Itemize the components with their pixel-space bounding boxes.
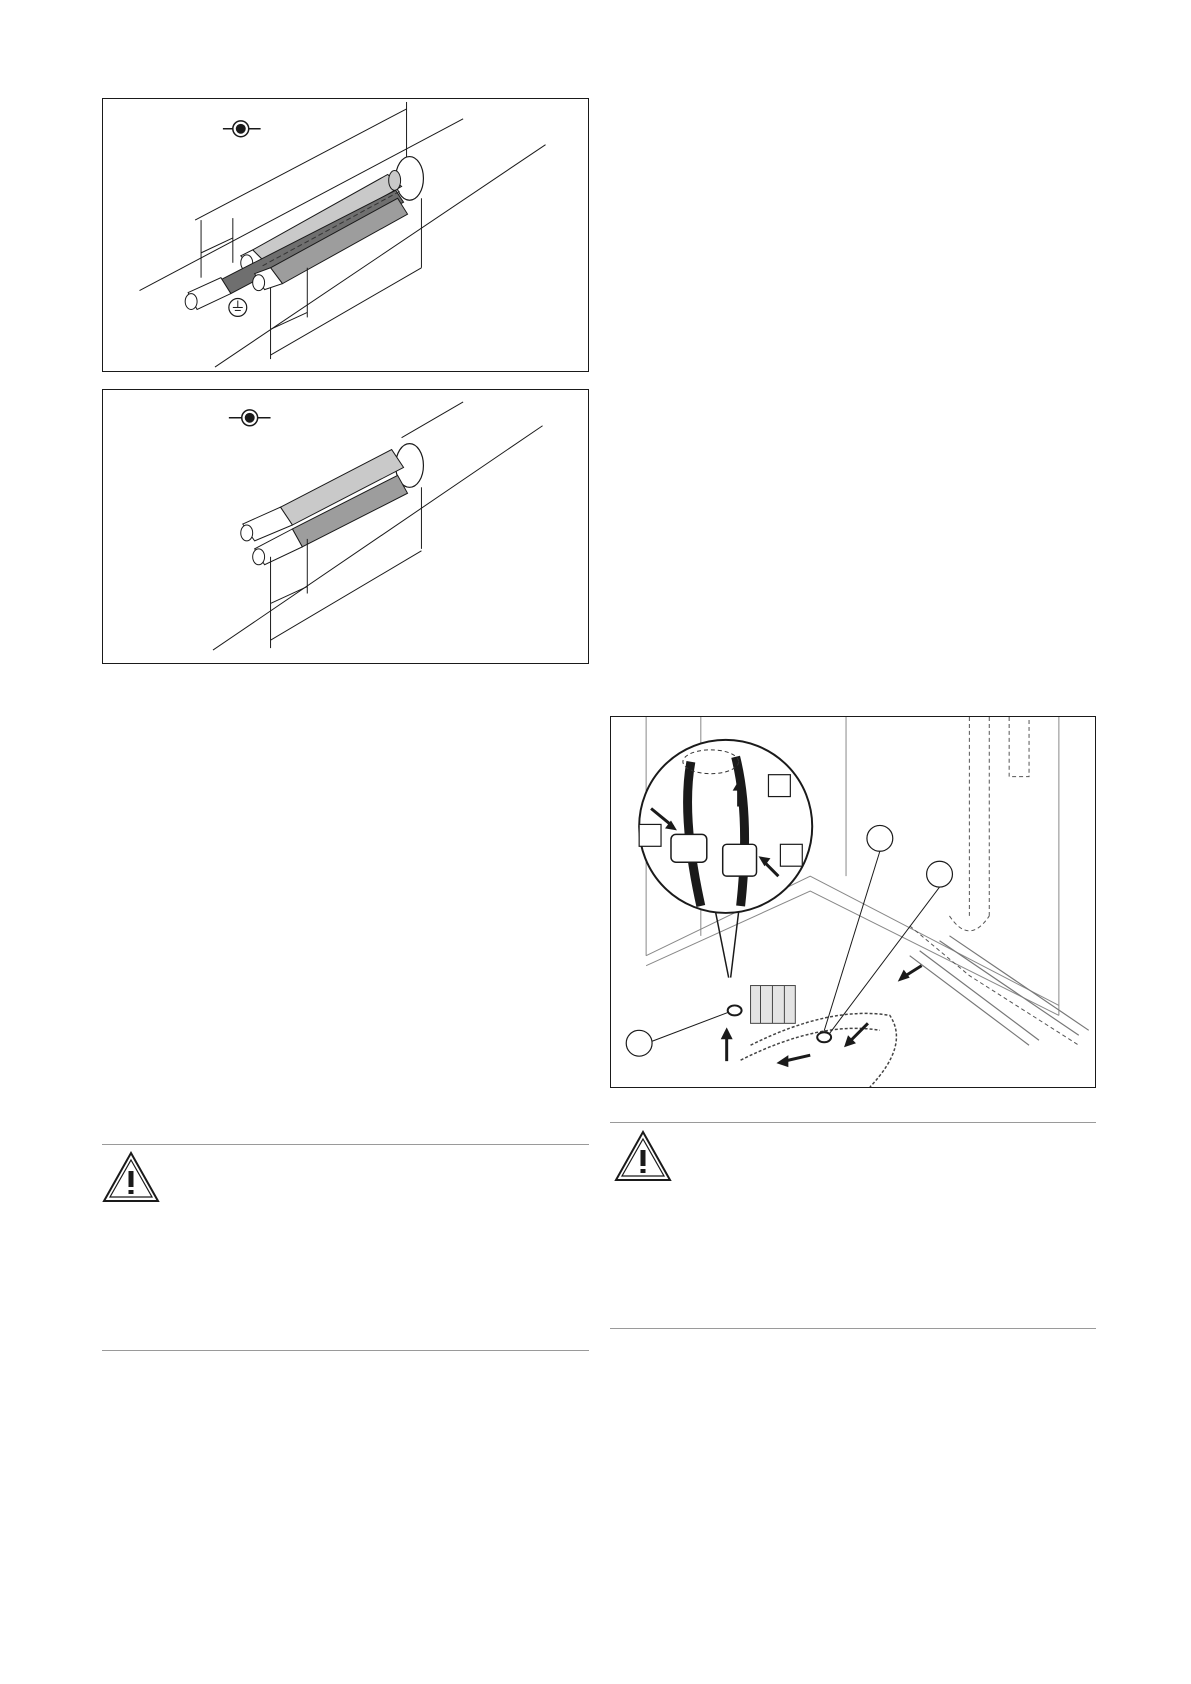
warning-divider-bottom [102,1350,589,1351]
callout-circle [927,861,953,887]
conductor-symbol-icon [223,121,261,137]
cable-stripping-figure-two-core [102,389,589,664]
warning-divider-top [610,1122,1096,1123]
callout-box [780,844,802,866]
conductor-symbol-icon [229,410,271,426]
warning-triangle-icon [614,1130,672,1182]
callout-box [768,775,790,797]
warning-triangle-icon [102,1151,160,1203]
earth-ground-icon [229,299,247,317]
appliance-cable-routing-figure [610,716,1096,1088]
callout-circle [626,1030,652,1056]
callout-box [639,824,661,846]
cable-stripping-figure-earth [102,98,589,372]
callout-circle [867,825,893,851]
cable-two-core-drawing [103,390,588,663]
cable-with-earth-drawing [103,99,588,371]
warning-divider-bottom [610,1328,1096,1329]
warning-divider-top [102,1144,589,1145]
appliance-cable-routing-drawing [611,717,1095,1087]
